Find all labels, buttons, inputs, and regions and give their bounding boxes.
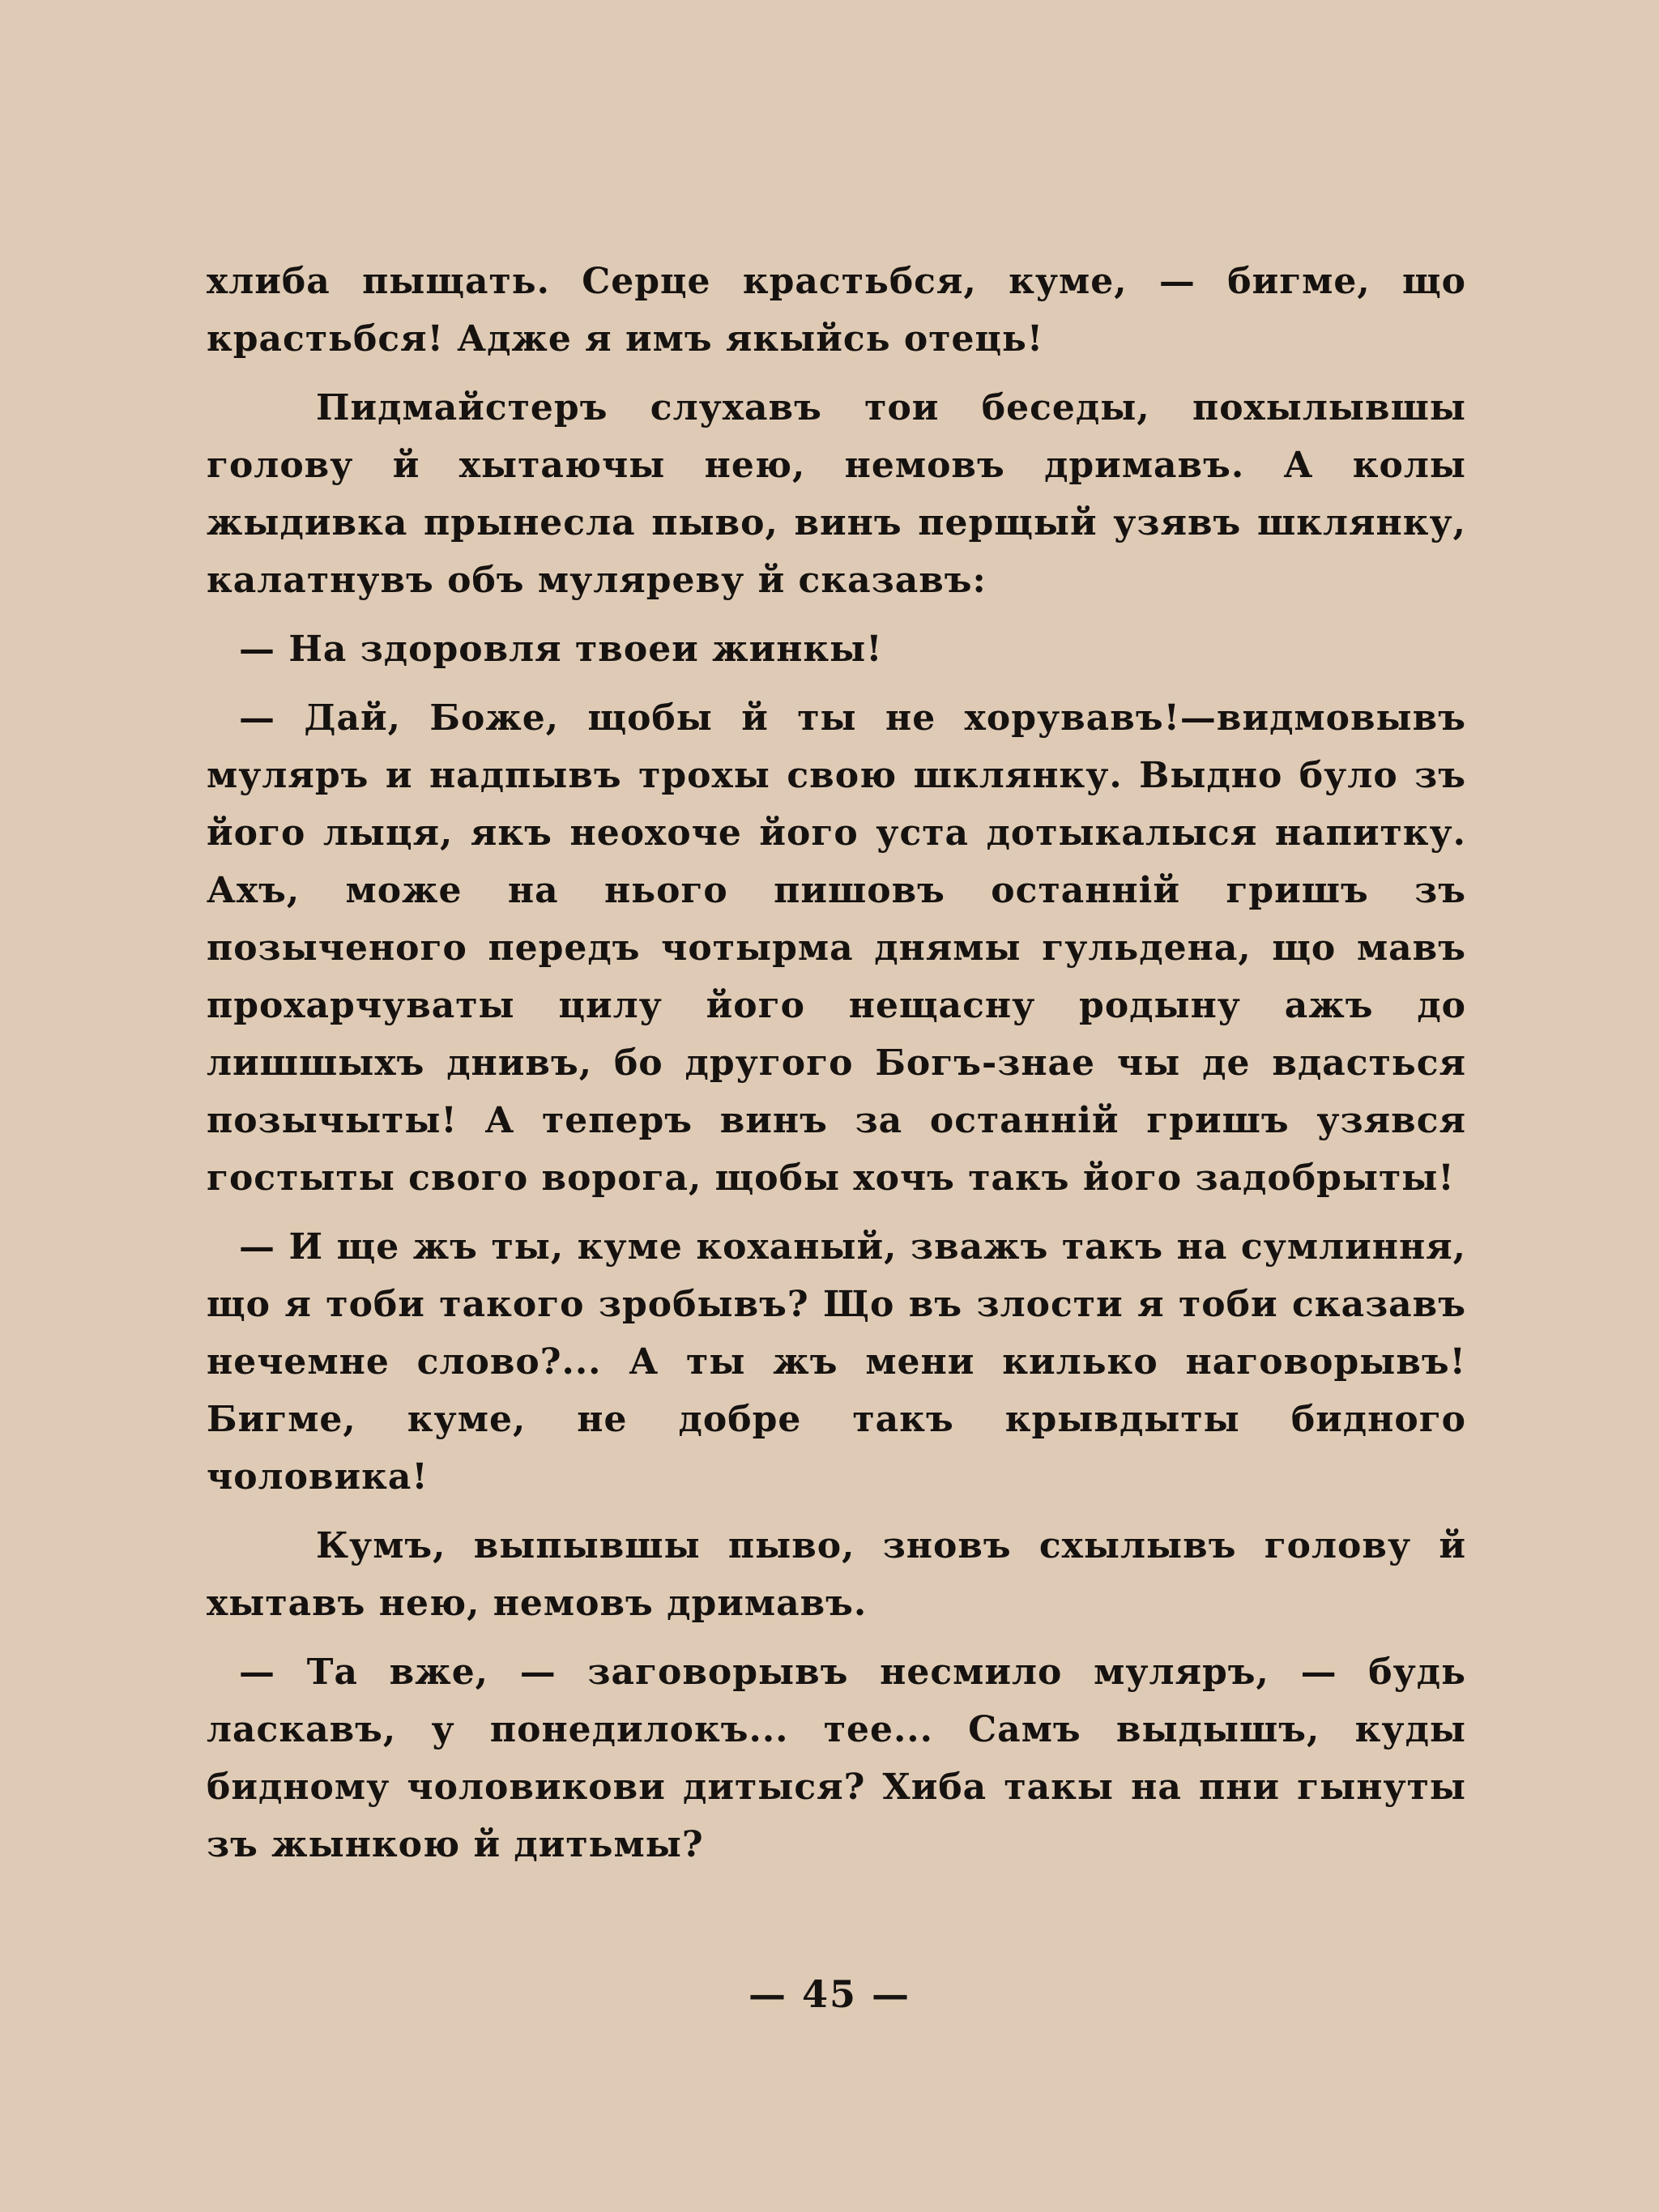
paragraph-1: хлиба пыщать. Серце крастьбся, куме, — бигме, що крастьбся! Адже я имъ якыйсь отець!: [207, 261, 1466, 360]
paragraph-3: — На здоровля твоеи жинкы!: [239, 629, 883, 670]
paragraph-6: Кумъ, выпывшы пыво, зновъ схылывъ голову й хытавъ нею, немовъ дримавъ.: [207, 1525, 1466, 1624]
paragraph-4: — Дай, Боже, щобы й ты не хорувавъ!—видмовывъ муляръ и надпывъ трохы свою шклянку. Выдно було зъ його лыця, якъ неохоче його уста дотыкалыся напитку. Ахъ, може на нього пишовъ останній гришъ зъ позыченого передъ чотырма днямы гульдена, що мавъ прохарчуваты цилу його нещасну родыну ажъ до лишшыхъ днивъ, бо другого Богъ-знае чы де вдасться позычыты! А теперъ винъ за останній гришъ узявся гостыты свого ворога, щобы хочъ такъ його задобрыты!: [207, 697, 1466, 1199]
paragraph-7: — Та вже, — заговорывъ несмило муляръ, — будь ласкавъ, у понедилокъ... тее... Самъ выдышъ, куды бидному чоловикови дитыся? Хиба такы на пни гынуты зъ жынкою й дитьмы?: [207, 1652, 1466, 1865]
paragraph-2: Пидмайстеръ слухавъ тои беседы, похылывшы голову й хытаючы нею, немовъ дримавъ. А колы жыдивка прынесла пыво, винъ перщый узявъ шклянку, калатнувъ объ муляреву й сказавъ:: [207, 387, 1466, 601]
paragraph-5: — И ще жъ ты, куме коханый, зважъ такъ на сумлиння, що я тоби такого зробывъ? Що въ злости я тоби сказавъ нечемне слово?... А ты жъ мени килько наговорывъ! Бигме, куме, не добре такъ крывдыты бидного чоловика!: [207, 1226, 1466, 1498]
body-text: [207, 253, 1466, 1885]
page-number: — 45 —: [748, 1972, 911, 2016]
